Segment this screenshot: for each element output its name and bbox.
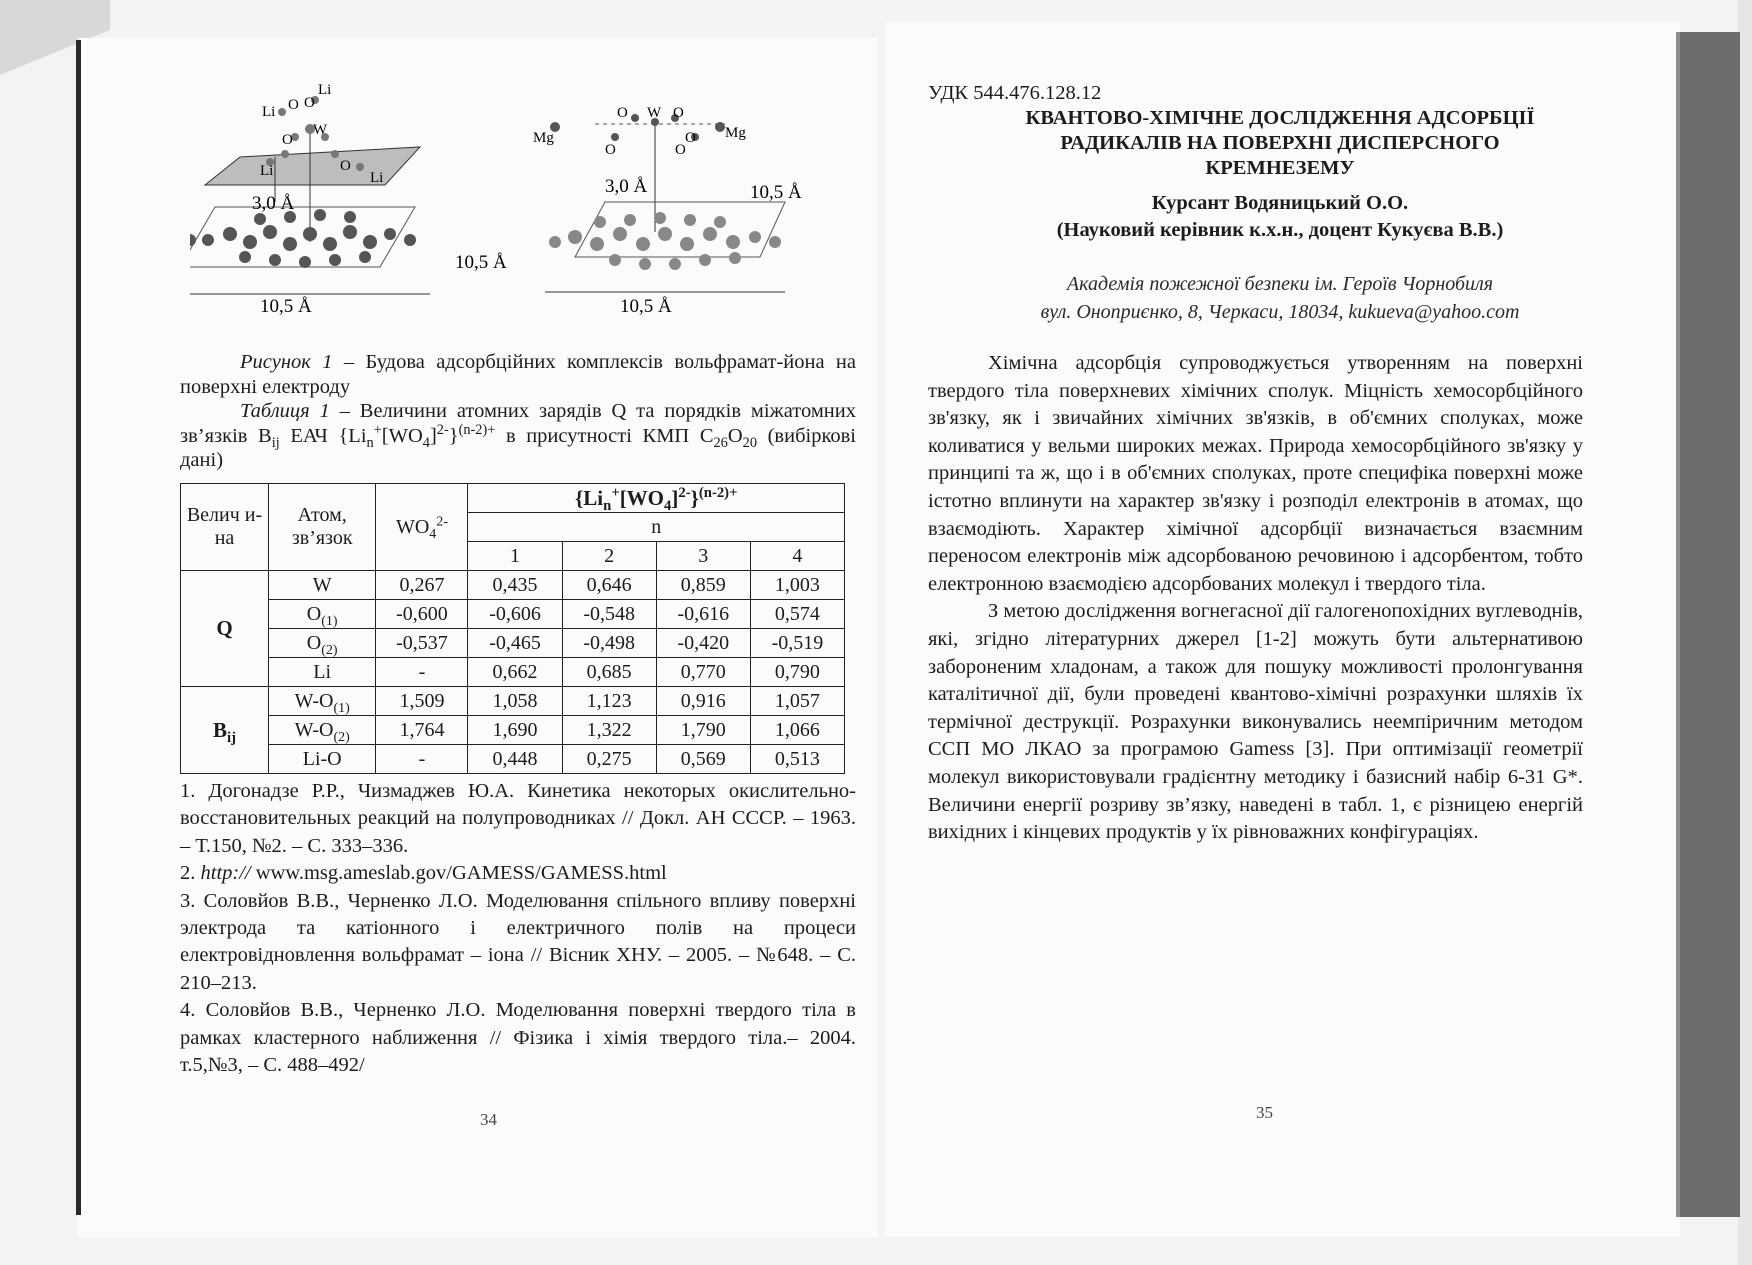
page-number-left: 34 xyxy=(480,1110,497,1129)
table-caption-text: } xyxy=(448,424,459,447)
reference-2-http: http:// xyxy=(200,862,251,885)
fig-left-atom-9: Li xyxy=(370,170,384,186)
fig-right-atom-2: W xyxy=(647,105,662,121)
header-complex-sup: (n-2)+ xyxy=(698,484,738,501)
atom-text: W-O xyxy=(294,689,334,712)
group-bij xyxy=(181,687,269,774)
paragraph: З метою дослідження вогнегасної дії галогенопохідних вуглеводнів, які, згідно літературних джерел [1-2] можуть бути альтернативою забороненим хладонам, а також для пошуку можливості пролонгування каталітичної дії, були проведені квантово-хімічні розрахунки шляхів їх термічної деструкції. Розрахунки виконувались неемпіричним методом ССП МО ЛКАО за програмою Gamess [3]. При оптимізації геометрії молекул використовували градієнтну методику і базисний набір 6-31 G*. Величини енергії розриву зв’язку, наведені в табл. 1, є різницею енергій вихідних і кінцевих продуктів у їх рівноважних конфігураціях. xyxy=(928,600,1583,844)
group-q: Q xyxy=(181,571,269,687)
table-cell: 0,448 xyxy=(468,745,562,774)
group-bij-text: B xyxy=(212,717,227,742)
table-caption-label: Таблиця 1 xyxy=(240,400,330,422)
table-caption-sup: + xyxy=(373,421,382,438)
table-cell-atom xyxy=(268,600,375,629)
fig-right-atom-1: O xyxy=(617,105,628,121)
table-cell: 1,790 xyxy=(656,716,750,745)
table-cell: 0,267 xyxy=(376,571,468,600)
fig-right-dim-height: 3,0 Å xyxy=(605,176,648,197)
table-caption-text: – Величини атомних зарядів Q та порядків міжатомних зв’язків B xyxy=(180,400,856,447)
table-row xyxy=(181,745,845,774)
page-number-right: 35 xyxy=(1256,1103,1273,1122)
figure-caption-text: – Будова адсорбційних комплексів вольфрамат-йона на поверхні електроду xyxy=(180,351,856,398)
table-caption-text: O xyxy=(727,424,743,447)
table-cell: - xyxy=(376,745,468,774)
table-cell: -0,616 xyxy=(656,600,750,629)
fig-left-atom-1: Li xyxy=(318,82,332,98)
fig-left-dim-width: 10,5 Å xyxy=(260,296,312,317)
table-caption-text: в присутності КМП C xyxy=(495,424,714,447)
atom-text: W xyxy=(312,573,332,596)
figure-adsorption-complexes xyxy=(190,82,870,322)
udk-code: УДК 544.476.128.12 xyxy=(928,82,1102,104)
header-wo4-sup: 2- xyxy=(436,513,448,529)
references xyxy=(180,778,856,1079)
header-complex-text: [WO xyxy=(619,485,665,510)
header-n-value: 1 xyxy=(468,542,562,571)
right-page-edge-dark xyxy=(1680,32,1740,1217)
header-complex-sup: + xyxy=(611,484,620,501)
table-row xyxy=(181,658,845,687)
table-cell-atom xyxy=(268,716,375,745)
figure-caption xyxy=(180,350,856,399)
fig-left-atom-8: Li xyxy=(260,163,274,179)
table-cell: 1,123 xyxy=(562,687,656,716)
header-complex-sub: n xyxy=(603,497,612,514)
table-caption-sup: 2- xyxy=(436,421,449,438)
table-cell: 1,690 xyxy=(468,716,562,745)
table-cell-atom xyxy=(268,658,375,687)
reference-3: 3. Соловйов В.В., Черненко Л.О. Моделювання спільного впливу поверхні электрода та катіонного і електричного полів на процеси електровідновлення вольфрамат – іона // Вісник ХНУ. – 2005. – №648. – С. 210–213. xyxy=(180,889,856,994)
table-row xyxy=(181,571,845,600)
table-row xyxy=(181,600,845,629)
reference-2-url: www.msg.ameslab.gov/GAMESS/GAMESS.html xyxy=(250,862,667,885)
table-cell: 0,916 xyxy=(656,687,750,716)
fig-right-atom-7: Mg xyxy=(725,125,746,141)
right-molecule xyxy=(533,105,802,317)
table-cell: 0,790 xyxy=(750,658,844,687)
table-cell: 0,569 xyxy=(656,745,750,774)
table-cell: 1,066 xyxy=(750,716,844,745)
figure-caption-label: Рисунок 1 xyxy=(240,351,333,373)
fig-right-atom-6: O xyxy=(675,142,686,158)
affiliation-line-2: вул. Оноприєнко, 8, Черкаси, 18034, kukueva@yahoo.com xyxy=(1040,301,1520,323)
header-complex-text: ] xyxy=(671,485,679,510)
supervisor: (Науковий керівник к.х.н., доцент Кукуєва В.В.) xyxy=(1056,219,1504,241)
header-quantity: Велич и-на xyxy=(181,484,269,571)
title-line: КРЕМНЕЗЕМУ xyxy=(1205,157,1355,179)
table-row xyxy=(181,687,845,716)
group-bij-sub: ij xyxy=(227,729,236,746)
article-body xyxy=(928,350,1583,847)
header-wo4-sub: 4 xyxy=(429,526,437,542)
reference-2-prefix: 2. xyxy=(180,862,201,885)
header-complex-sup: 2- xyxy=(678,484,691,501)
table-cell: 0,770 xyxy=(656,658,750,687)
table-cell: -0,465 xyxy=(468,629,562,658)
header-complex xyxy=(468,484,845,513)
table-caption-text: [WO xyxy=(381,424,423,447)
header-complex-sub: 4 xyxy=(664,497,672,514)
fig-right-atom-4: Mg xyxy=(533,130,554,146)
atom-text: W-O xyxy=(294,718,334,741)
table-cell: 0,646 xyxy=(562,571,656,600)
table-caption-text: ] xyxy=(429,424,437,447)
fig-right-atom-8: O xyxy=(685,130,696,146)
table-cell: 0,574 xyxy=(750,600,844,629)
atom-sub: (1) xyxy=(333,700,350,716)
header-n: n xyxy=(468,513,845,542)
fig-left-atom-2: Li xyxy=(262,104,276,120)
table-cell: 1,057 xyxy=(750,687,844,716)
fig-left-dim-depth: 10,5 Å xyxy=(455,252,507,273)
table-cell-atom xyxy=(268,745,375,774)
table-cell: - xyxy=(376,658,468,687)
header-wo4-text: WO xyxy=(395,515,430,538)
affiliation xyxy=(935,270,1625,326)
table-row xyxy=(181,716,845,745)
fig-left-atom-6: O xyxy=(282,132,293,148)
table-cell: -0,548 xyxy=(562,600,656,629)
table-caption-sub: n xyxy=(366,434,374,451)
author-name: Курсант Водяницький О.О. xyxy=(1151,192,1409,214)
author-block xyxy=(935,190,1625,244)
table-cell: 1,509 xyxy=(376,687,468,716)
charges-table xyxy=(180,483,845,774)
paragraph: Хімічна адсорбція супроводжується утворенням на поверхні твердого тіла поверхневих хімічних сполук. Міцність хемосорбційного зв'язку, як і звичайних хімічних зв'язків, в об'ємних сполуках, може коливатися у вельми широких межах. Природа хемосорбційного зв'язку у принципі та ж, що і в об'ємних сполуках, проте специфіка поверхні може істотно вплинути на характер зв'язку і розподіл електронів в атомах, що взаємодіють. Характер хімічної адсорбції визначається взаємним переносом електронів між адсорбованою речовиною і адсорбентом, тобто електронною взаємодією адсорбованих молекул і твердого тіла. xyxy=(928,352,1583,595)
table-cell: 0,513 xyxy=(750,745,844,774)
table-cell-atom xyxy=(268,687,375,716)
header-complex-text: {Li xyxy=(575,485,604,510)
table-cell-atom xyxy=(268,571,375,600)
atom-sub: (2) xyxy=(333,729,350,745)
left-page-edge xyxy=(76,40,81,1215)
captions xyxy=(180,350,856,473)
table-caption-sub: 20 xyxy=(742,434,757,451)
table-cell: -0,519 xyxy=(750,629,844,658)
reference-2 xyxy=(180,860,856,887)
table-cell: 0,662 xyxy=(468,658,562,687)
header-n-value: 2 xyxy=(562,542,656,571)
table-cell: -0,606 xyxy=(468,600,562,629)
atom-sub: (2) xyxy=(321,642,338,658)
table-caption-sub: 26 xyxy=(713,434,728,451)
fig-right-dim-depth: 10,5 Å xyxy=(750,182,802,203)
table-cell: 1,764 xyxy=(376,716,468,745)
fig-left-atom-7: O xyxy=(340,158,351,174)
table-cell: 0,859 xyxy=(656,571,750,600)
fig-right-atom-3: O xyxy=(673,105,684,121)
left-molecule xyxy=(190,82,507,317)
atom-sub: (1) xyxy=(321,613,338,629)
header-n-value: 4 xyxy=(750,542,844,571)
atom-text: O xyxy=(306,631,322,654)
fig-right-atom-5: O xyxy=(605,142,616,158)
table-caption-sub: 4 xyxy=(422,434,430,451)
title-line: КВАНТОВО-ХІМІЧНЕ ДОСЛІДЖЕННЯ АДСОРБЦІЇ xyxy=(1025,107,1535,129)
table-caption-text: (вибіркові дані) xyxy=(180,424,856,471)
table-cell: 0,275 xyxy=(562,745,656,774)
table-caption-sup: (n-2)+ xyxy=(458,421,496,438)
table-cell-atom xyxy=(268,629,375,658)
table-cell: 1,322 xyxy=(562,716,656,745)
header-wo4 xyxy=(376,484,468,571)
header-n-value: 3 xyxy=(656,542,750,571)
table-caption-text: ЕАЧ {Li xyxy=(279,424,367,447)
fig-left-atom-5: W xyxy=(313,122,328,138)
table-caption-sub: ij xyxy=(271,434,280,451)
header-atom: Атом, зв’язок xyxy=(268,484,375,571)
table-cell: -0,600 xyxy=(376,600,468,629)
atom-text: Li-O xyxy=(302,747,342,770)
fig-left-atom-3: O xyxy=(288,97,299,113)
fig-left-atom-4: O xyxy=(304,95,315,111)
table-cell: 0,435 xyxy=(468,571,562,600)
fig-right-dim-width: 10,5 Å xyxy=(620,296,672,317)
table-cell: 1,058 xyxy=(468,687,562,716)
table-cell: -0,498 xyxy=(562,629,656,658)
table-caption xyxy=(180,399,856,473)
atom-text: Li xyxy=(313,660,332,683)
table-cell: -0,420 xyxy=(656,629,750,658)
article-title xyxy=(935,106,1625,181)
table-cell: 0,685 xyxy=(562,658,656,687)
reference-1: 1. Догонадзе Р.Р., Чизмаджев Ю.А. Кинетика некоторых окислительно-восстановительных реакций на полупроводниках // Докл. АН СССР. – 1963. – Т.150, №2. – С. 333–336. xyxy=(180,780,856,857)
fig-left-dim-height: 3,0 Å xyxy=(252,193,295,214)
affiliation-line-1: Академія пожежної безпеки ім. Героїв Чорнобиля xyxy=(1066,273,1494,295)
table-cell: -0,537 xyxy=(376,629,468,658)
table-cell: 1,003 xyxy=(750,571,844,600)
table-row xyxy=(181,629,845,658)
reference-4: 4. Соловйов В.В., Черненко Л.О. Моделювання поверхні твердого тіла в рамках кластерного наближення // Фізика і хімія твердого тіла.– 2004. т.5,№3, – С. 488–492/ xyxy=(180,999,856,1077)
title-line: РАДИКАЛІВ НА ПОВЕРХНІ ДИСПЕРСНОГО xyxy=(1060,132,1500,154)
atom-text: O xyxy=(306,602,322,625)
header-complex-text: } xyxy=(690,485,699,510)
